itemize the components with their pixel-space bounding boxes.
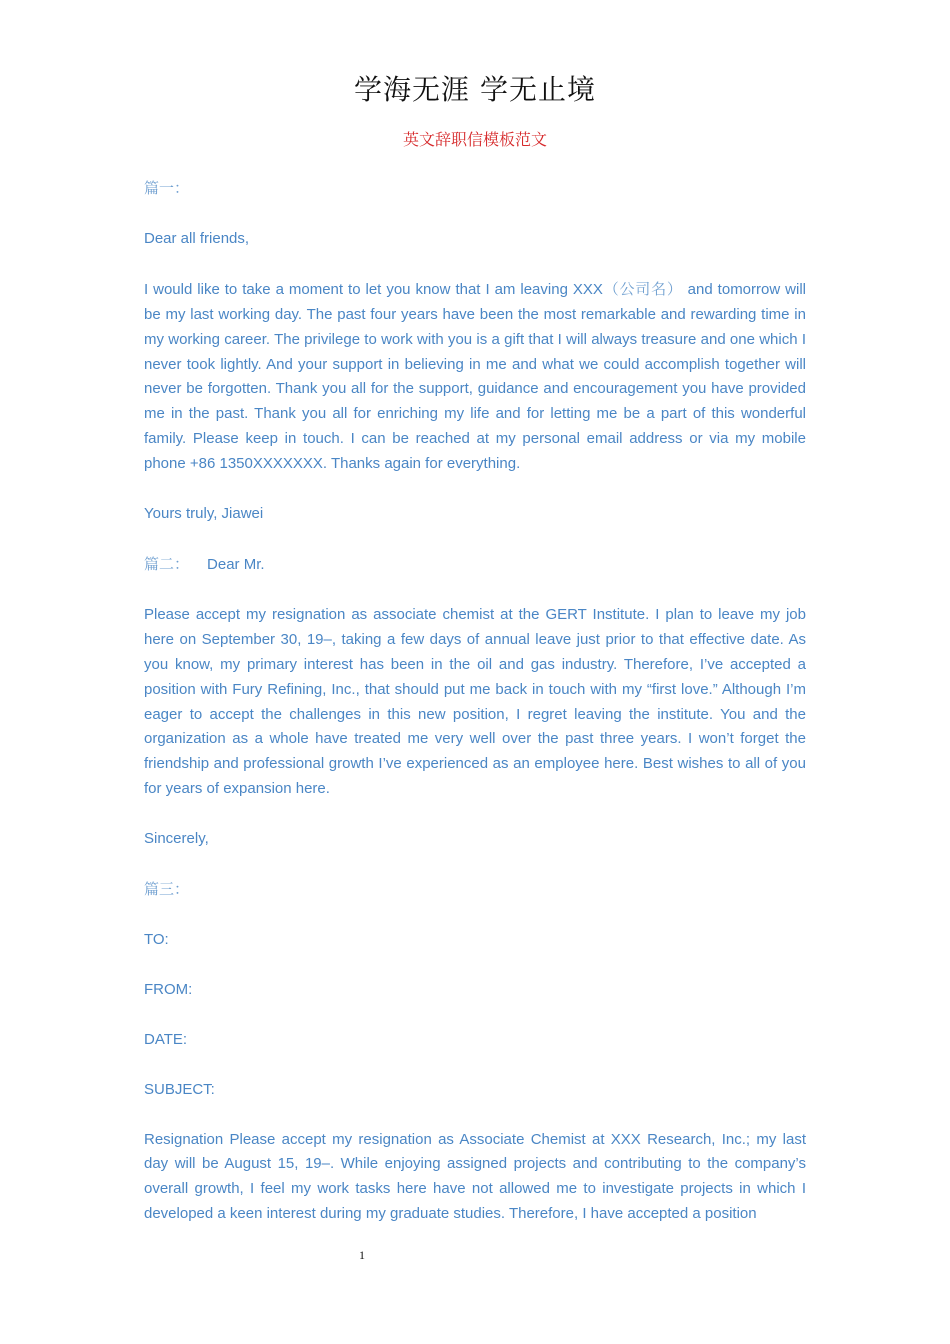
memo-to-label: TO:: [144, 930, 169, 948]
page-subtitle: 英文辞职信模板范文: [402, 130, 547, 149]
section-2-closing: Sincerely,: [144, 830, 209, 848]
section-2-heading: 篇二：: [144, 554, 190, 573]
section-2-heading-line: [144, 552, 806, 578]
section-2-greeting: Dear Mr.: [207, 555, 265, 573]
section-3-heading: [144, 877, 806, 903]
document-content: [144, 176, 806, 1252]
section-1-heading: [144, 176, 806, 202]
memo-from-label: FROM:: [144, 980, 193, 998]
company-placeholder: （公司名）: [602, 279, 683, 298]
section-1-closing: Yours truly, Jiawei: [144, 505, 264, 523]
section-1-body: [144, 277, 806, 477]
page-number: 1: [359, 1248, 365, 1262]
section-3-body: Resignation Please accept my resignation as Associate Chemist at XXX Research, Inc.; my last day will be August 15, 19–. While enjoying assigned projects and contributing to the company’s overall growth, I feel my work tasks here have not allowed me to investigate projects in which I developed a keen interest during my graduate studies. Therefore, I have accepted a position: [144, 1130, 806, 1223]
memo-date-label: DATE:: [144, 1030, 188, 1048]
section-1-greeting: Dear all friends,: [144, 229, 250, 247]
section-1-heading-text: 篇一：: [144, 179, 190, 197]
section-2-body: Please accept my resignation as associate chemist at the GERT Institute. I plan to leave my job here on September 30, 19–, taking a few days of annual leave just prior to that effective date. As you know, my primary interest has been in the oil and gas industry. Therefore, I’ve accepted a position with Fury Refining, Inc., that should put me back in touch with my “first love.” Although I’m eager to accept the challenges in this new position, I regret leaving the institute. You and the organization as a whole have treated me very well over the past three years. I won’t forget the friendship and professional growth I’ve experienced as an employee here. Best wishes to all of you for years of expansion here.: [144, 605, 806, 798]
page-title: 学海无涯 学无止境: [354, 73, 596, 106]
section-3-heading-text: 篇三：: [144, 880, 190, 899]
section-1-body-rest: and tomorrow will be my last working day. The past four years have been the most remarkable and rewarding time in my working career. The privilege to work with you is a gift that I will always treasure and one which I never took lightly. And your support in believing in me and what we could accomplish together will never be forgotten. Thank you all for the support, guidance and encouragement you have provided me in the past. Thank you all for enriching my life and for letting me be a part of this wonderful family. Please keep in touch. I can be reached at my personal email address or via my mobile phone +86 1350XXXXXXX. Thanks again for everything.: [144, 280, 806, 473]
memo-subject-label: SUBJECT:: [144, 1080, 215, 1098]
section-1-body-start: I would like to take a moment to let you know that I am leaving XXX: [144, 280, 603, 298]
